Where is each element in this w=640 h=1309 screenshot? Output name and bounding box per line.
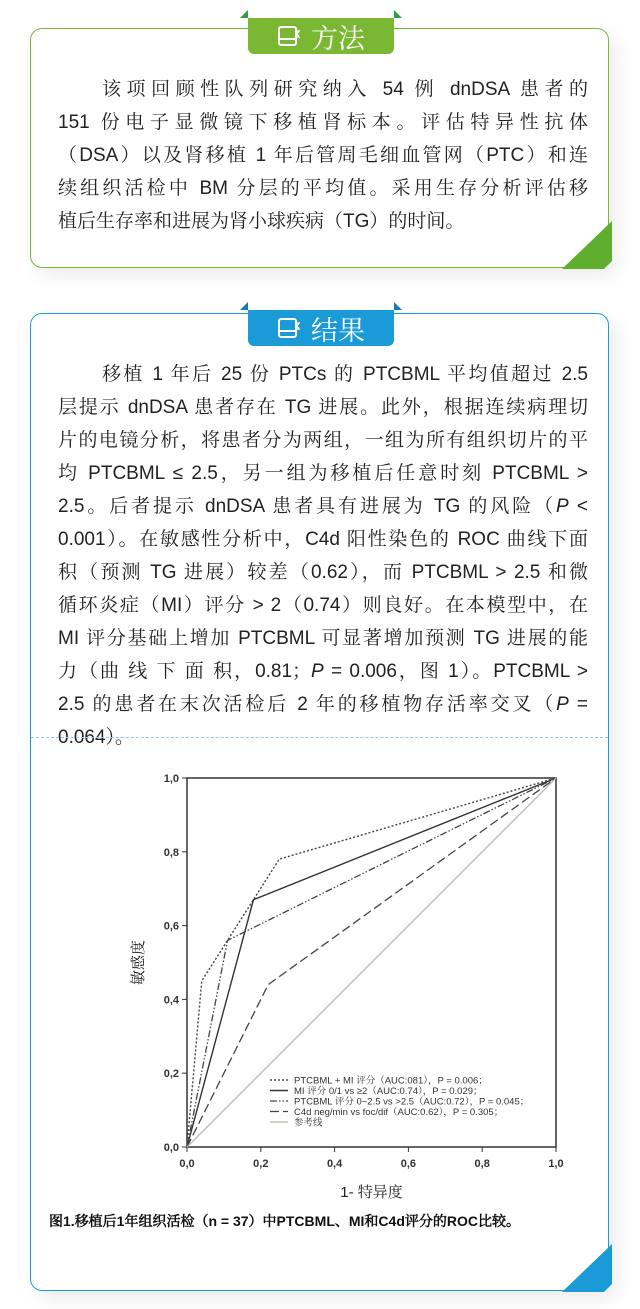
y-axis-label: 敏感度 <box>130 939 147 986</box>
text-line <box>58 622 588 655</box>
text-segment: 积（预测 TG 进展）较差（0.62），而 PTCBML > 2.5 和微 <box>58 562 588 583</box>
text-segment: 2.5。后者提示 dnDSA 患者具有进展为 TG 的风险（ <box>58 496 557 517</box>
text-segment: 151 份电子显微镜下移植肾标本。评估特异性抗体 <box>58 112 588 133</box>
text-segment: 植后生存率和进展为肾小球疾病（TG）的时间。 <box>58 211 465 232</box>
notebook-icon <box>277 316 301 340</box>
x-tick-label: 0,6 <box>400 1158 417 1170</box>
text-line <box>58 523 588 556</box>
y-tick-label: 0,6 <box>163 920 179 933</box>
x-axis-label: 1- 特异度 <box>340 1184 403 1201</box>
methods-title: 方法 <box>311 23 365 54</box>
text-segment: 力（曲 线 下 面 积，0.81； <box>58 661 312 682</box>
text-line <box>58 655 588 688</box>
figure-caption: 图1.移植后1年组织活检（n = 37）中PTCBML、MI和C4d评分的ROC比较。 <box>49 1213 520 1229</box>
legend-label: PTCBML + MI 评分（AUC:081），P = 0.006； <box>294 1075 488 1087</box>
y-tick-label: 0,0 <box>163 1142 179 1154</box>
x-tick-label: 0,0 <box>179 1158 195 1170</box>
legend-label: 参考线 <box>294 1117 323 1129</box>
legend-label: MI 评分 0/1 vs ≥2（AUC:0.74），P = 0.029； <box>294 1086 483 1097</box>
text-segment: 续组织活检中 BM 分层的平均值。采用生存分析评估移 <box>58 178 588 199</box>
x-tick-label: 0,4 <box>326 1158 343 1170</box>
page-curl-corner <box>552 1244 612 1294</box>
text-segment: 层提示 dnDSA 患者存在 TG 进展。此外，根据连续病理切 <box>58 397 588 418</box>
text-line <box>58 172 588 205</box>
text-line <box>58 73 588 106</box>
methods-section <box>30 23 609 268</box>
text-segment: P <box>556 496 569 517</box>
y-tick-label: 1,0 <box>163 773 179 785</box>
text-segment: < <box>568 496 588 517</box>
text-segment: 均 PTCBML ≤ 2.5，另一组为移植后任意时刻 PTCBML > <box>58 463 588 484</box>
text-segment: 片的电镜分析，将患者分为两组，一组为所有组织切片的平 <box>58 430 588 451</box>
text-line <box>58 106 588 139</box>
results-title: 结果 <box>311 315 365 346</box>
text-line <box>58 391 588 424</box>
text-line <box>58 205 588 238</box>
page-curl-corner <box>552 221 612 271</box>
text-segment: 2.5 的患者在末次活检后 2 年的移植物存活率交叉（ <box>58 694 557 715</box>
x-tick-label: 1,0 <box>548 1158 564 1170</box>
text-line <box>58 688 588 721</box>
y-tick-label: 0,4 <box>163 994 179 1007</box>
text-line <box>58 358 588 391</box>
text-segment: 该项回顾性队列研究纳入 54 例 dnDSA 患者的 <box>102 79 588 100</box>
text-line <box>58 589 588 622</box>
x-tick-label: 0,8 <box>474 1158 490 1170</box>
text-line <box>58 556 588 589</box>
text-segment: P <box>556 694 569 715</box>
text-segment: = 0.006，图 1）。PTCBML > <box>323 661 588 682</box>
text-segment: 移植 1 年后 25 份 PTCs 的 PTCBML 平均值超过 2.5 <box>102 364 588 385</box>
methods-header <box>248 18 394 54</box>
text-segment: 0.064）。 <box>58 727 135 748</box>
text-segment: 0.001）。在敏感性分析中，C4d 阳性染色的 ROC 曲线下面 <box>58 529 588 550</box>
x-tick-label: 0,2 <box>253 1158 269 1170</box>
results-header <box>248 310 394 346</box>
y-tick-label: 0,2 <box>163 1068 179 1081</box>
y-tick-label: 0,8 <box>163 846 179 859</box>
results-section <box>30 313 609 1291</box>
methods-paragraph <box>58 73 588 238</box>
results-paragraph <box>58 358 588 754</box>
text-segment: = <box>568 694 588 715</box>
text-segment: P <box>311 661 324 682</box>
legend-label: C4d neg/min vs foc/dif（AUC:0.62），P = 0.305； <box>294 1107 504 1118</box>
text-line <box>58 457 588 490</box>
roc-chart <box>101 759 571 1204</box>
text-line <box>58 424 588 457</box>
text-segment: MI 评分基础上增加 PTCBML 可显著增加预测 TG 进展的能 <box>58 628 588 649</box>
text-line <box>58 139 588 172</box>
notebook-icon <box>277 24 301 48</box>
text-line <box>58 490 588 523</box>
dashed-divider <box>31 737 608 738</box>
text-segment: （DSA）以及肾移植 1 年后管周毛细血管网（PTC）和连 <box>58 145 588 166</box>
text-segment: 循环炎症（MI）评分 > 2（0.74）则良好。在本模型中，在 <box>58 595 588 616</box>
legend-label: PTCBML 评分 0~2.5 vs >2.5（AUC:0.72），P = 0.045； <box>294 1096 530 1108</box>
